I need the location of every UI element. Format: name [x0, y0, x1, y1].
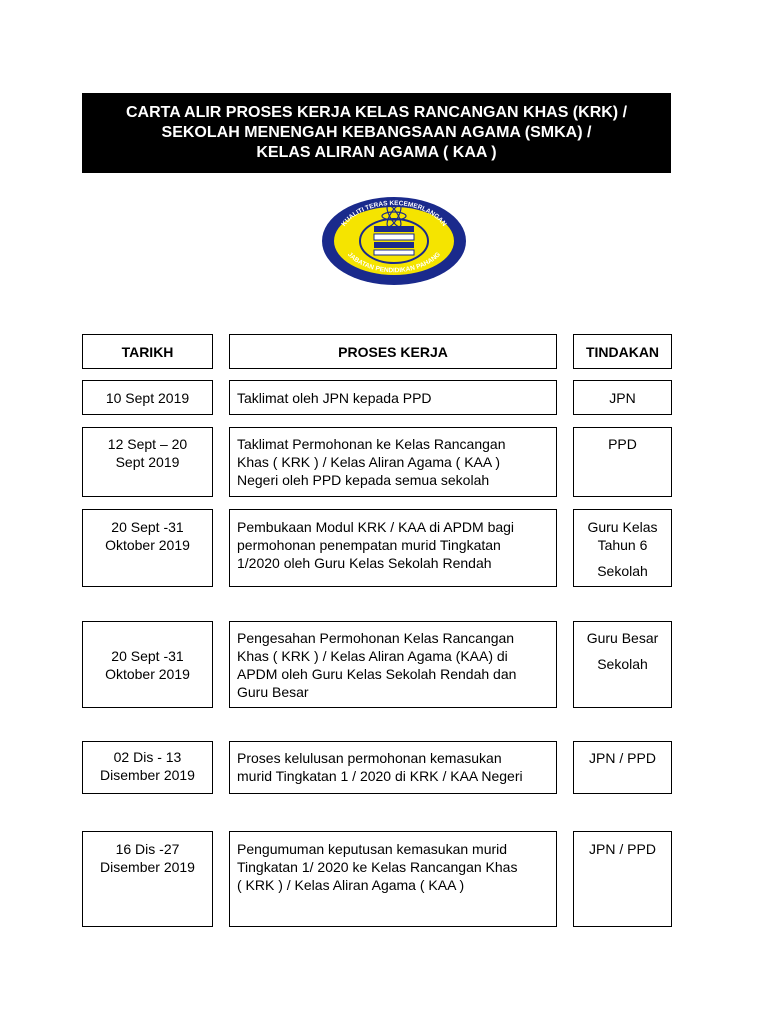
row-3-tindakan-line-1: Guru Kelas — [587, 519, 658, 535]
header-proses-kerja — [229, 334, 557, 369]
row-6-tarikh — [82, 831, 213, 927]
row-5-proses — [229, 741, 557, 794]
row-5-proses-line-1: Proses kelulusan permohonan kemasukan — [237, 750, 502, 766]
header-tindakan — [573, 334, 672, 369]
row-4-tarikh — [82, 621, 213, 708]
row-2-tarikh-line-2: Sept 2019 — [115, 454, 180, 470]
header-proses-label: PROSES KERJA — [338, 343, 448, 360]
row-2-proses-line-3: Negeri oleh PPD kepada semua sekolah — [237, 472, 490, 488]
row-3-proses-line-1: Pembukaan Modul KRK / KAA di APDM bagi — [237, 519, 515, 535]
row-2-proses-line-2: Khas ( KRK ) / Kelas Aliran Agama ( KAA ) — [237, 454, 500, 470]
row-1-tarikh-line: 10 Sept 2019 — [105, 389, 190, 406]
document-title — [82, 93, 671, 173]
row-1-tindakan-line: JPN — [609, 389, 636, 406]
row-5-tarikh-line-1: 02 Dis - 13 — [113, 749, 182, 765]
row-4-tindakan — [573, 621, 672, 708]
row-6-proses — [229, 831, 557, 927]
row-6-proses-line-2: Tingkatan 1/ 2020 ke Kelas Rancangan Khas — [237, 859, 518, 875]
title-line-1: CARTA ALIR PROSES KERJA KELAS RANCANGAN KHAS (KRK) / — [125, 104, 628, 121]
row-3-tarikh-line-2: Oktober 2019 — [105, 537, 190, 553]
row-1-tarikh — [82, 380, 213, 415]
row-1-tindakan — [573, 380, 672, 415]
row-4-tarikh-line-2: Oktober 2019 — [105, 665, 190, 682]
row-4-tindakan-line-1: Guru Besar — [586, 630, 659, 646]
row-4-proses-line-1: Pengesahan Permohonan Kelas Rancangan — [237, 630, 515, 646]
title-line-2: SEKOLAH MENENGAH KEBANGSAAN AGAMA (SMKA) / — [161, 124, 592, 141]
row-3-proses-line-2: permohonan penempatan murid Tingkatan — [237, 537, 501, 553]
row-4-proses-line-2: Khas ( KRK ) / Kelas Aliran Agama (KAA) di — [237, 648, 508, 664]
row-6-tindakan-line: JPN / PPD — [589, 841, 656, 857]
jabatan-pendidikan-pahang-logo — [320, 196, 468, 286]
row-3-tindakan — [573, 509, 672, 587]
row-6-tarikh-line-2: Disember 2019 — [100, 859, 195, 875]
svg-text:KUALITI TERAS KECEMERLANGAN: KUALITI TERAS KECEMERLANGAN — [340, 199, 448, 228]
row-3-tarikh-line-1: 20 Sept -31 — [111, 519, 184, 535]
row-2-tarikh-line-1: 12 Sept – 20 — [107, 436, 188, 452]
row-2-tindakan-line: PPD — [608, 436, 637, 452]
row-6-proses-line-1: Pengumuman keputusan kemasukan murid — [237, 841, 508, 857]
row-3-tarikh — [82, 509, 213, 587]
row-5-tindakan — [573, 741, 672, 794]
row-5-proses-line-2: murid Tingkatan 1 / 2020 di KRK / KAA Negeri — [237, 768, 523, 784]
row-6-tindakan — [573, 831, 672, 927]
row-1-proses-line: Taklimat oleh JPN kepada PPD — [237, 390, 432, 406]
header-tindakan-label: TINDAKAN — [585, 343, 660, 360]
row-2-proses — [229, 427, 557, 497]
row-5-tarikh — [82, 741, 213, 794]
row-3-proses — [229, 509, 557, 587]
row-4-proses-line-3: APDM oleh Guru Kelas Sekolah Rendah dan — [237, 666, 517, 682]
book-stack-icon — [374, 226, 414, 255]
row-2-tarikh — [82, 427, 213, 497]
row-4-tindakan-line-2: Sekolah — [597, 656, 648, 672]
title-line-3: KELAS ALIRAN AGAMA ( KAA ) — [256, 144, 497, 161]
row-6-tarikh-line-1: 16 Dis -27 — [115, 841, 180, 857]
row-6-proses-line-3: ( KRK ) / Kelas Aliran Agama ( KAA ) — [237, 877, 465, 893]
row-3-proses-line-3: 1/2020 oleh Guru Kelas Sekolah Rendah — [237, 555, 492, 571]
svg-text:JABATAN PENDIDIKAN PAHANG: JABATAN PENDIDIKAN PAHANG — [346, 251, 442, 275]
row-2-proses-line-1: Taklimat Permohonan ke Kelas Rancangan — [237, 436, 506, 452]
row-3-tindakan-line-2: Tahun 6 — [597, 537, 648, 553]
row-4-tarikh-line-1: 20 Sept -31 — [111, 647, 184, 664]
row-3-tindakan-line-3: Sekolah — [597, 563, 648, 579]
row-1-proses — [229, 380, 557, 415]
header-tarikh-label: TARIKH — [121, 343, 174, 360]
row-5-tindakan-line: JPN / PPD — [589, 750, 656, 766]
row-5-tarikh-line-2: Disember 2019 — [100, 767, 195, 783]
row-4-proses — [229, 621, 557, 708]
row-4-proses-line-4: Guru Besar — [237, 684, 309, 700]
row-2-tindakan — [573, 427, 672, 497]
header-tarikh — [82, 334, 213, 369]
